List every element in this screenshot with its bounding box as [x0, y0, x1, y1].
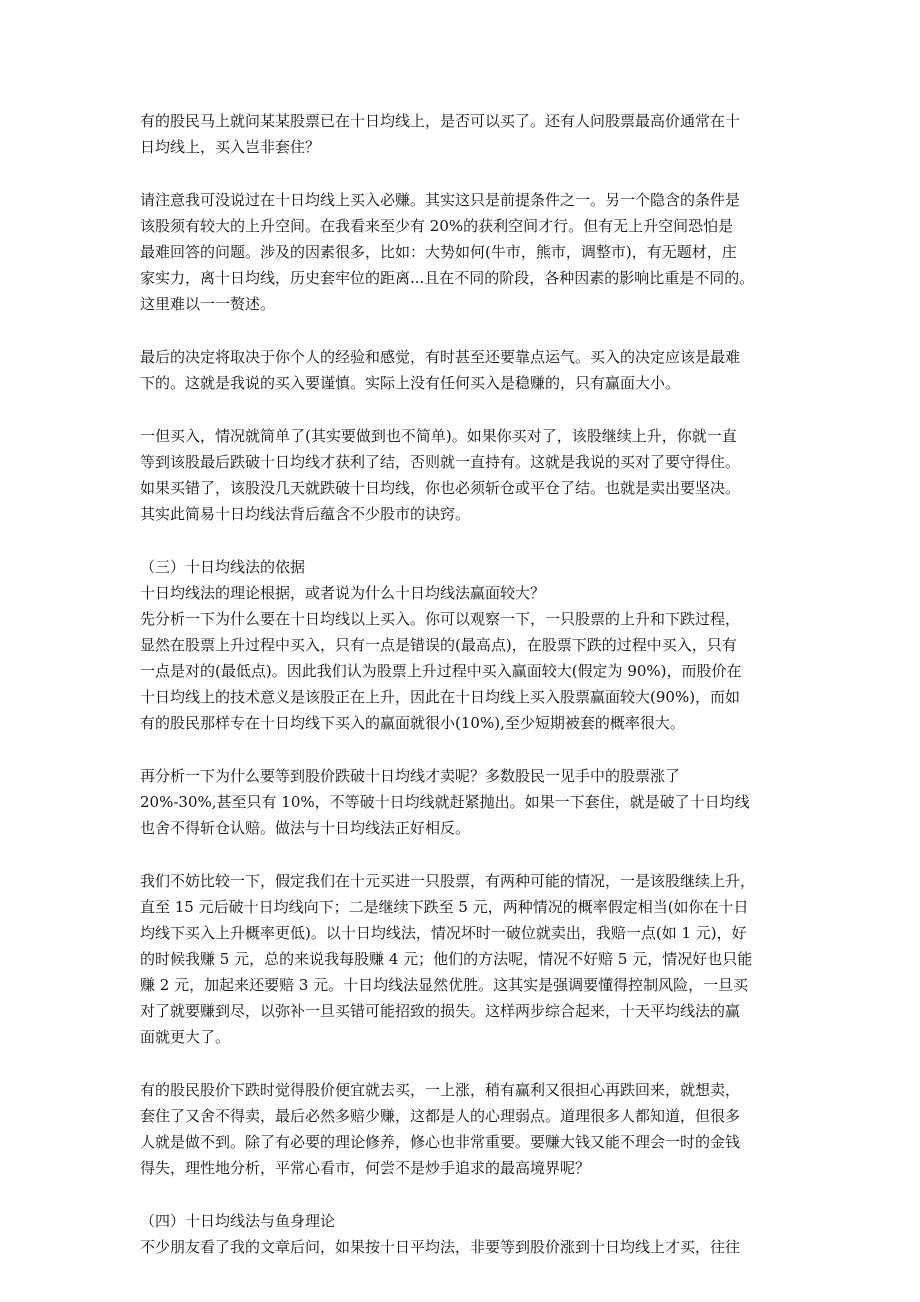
section-heading: （三）十日均线法的依据 — [140, 558, 306, 576]
paragraph-line: 有的股民股价下跌时觉得股价便宜就去买，一上涨，稍有赢利又很担心再跌回来，就想卖， — [140, 1081, 741, 1099]
paragraph-line: 该股须有较大的上升空间。在我看来至少有 20%的获利空间才行。但有无上升空间恐怕是 — [140, 217, 734, 235]
paragraph-4 — [140, 423, 780, 527]
paragraph-line: 如果买错了，该股没几天就跌破十日均线，你也必须斩仓或平仓了结。也就是卖出要坚决。 — [140, 479, 741, 497]
paragraph-line: 20%-30%,甚至只有 10%，不等破十日均线就赶紧抛出。如果一下套住，就是破了十日均线 — [140, 793, 750, 811]
paragraph-line: 有的股民那样专在十日均线下买入的赢面就很小(10%),至少短期被套的概率很大。 — [140, 714, 685, 732]
paragraph-line: 十日均线上的技术意义是该股正在上升，因此在十日均线上买入股票赢面较大(90%)，而如 — [140, 688, 741, 706]
paragraph-line: 直至 15 元后破十日均线向下；二是继续下跌至 5 元，两种情况的概率假定相当(如你在十日 — [140, 898, 749, 916]
paragraph-line: 赚 2 元，加起来还要赔 3 元。十日均线法显然优胜。这其实是强调要懂得控制风险，一旦买 — [140, 976, 749, 994]
paragraph-line: 不少朋友看了我的文章后问，如果按十日平均法，非要等到股价涨到十日均线上才买，往往 — [140, 1238, 741, 1256]
paragraph-line: 最难回答的问题。涉及的因素很多，比如：大势如何(牛市，熊市，调整市)，有无题材，庄 — [140, 243, 737, 261]
paragraph-line: 下的。这就是我说的买入要谨慎。实际上没有任何买入是稳赚的，只有赢面大小。 — [140, 374, 681, 392]
paragraph-line: 其实此简易十日均线法背后蕴含不少股市的诀窍。 — [140, 505, 471, 523]
paragraph-line: 最后的决定将取决于你个人的经验和感觉，有时甚至还要靠点运气。买入的决定应该是最难 — [140, 348, 741, 366]
paragraph-line: 也舍不得斩仓认赔。做法与十日均线法正好相反。 — [140, 819, 471, 837]
paragraph-5 — [140, 763, 780, 841]
paragraph-line: 先分析一下为什么要在十日均线以上买入。你可以观察一下，一只股票的上升和下跌过程， — [140, 610, 741, 628]
paragraph-line: 一点是对的(最低点)。因此我们认为股票上升过程中买入赢面较大(假定为 90%)，而股价在 — [140, 662, 742, 680]
paragraph-line: 的时候我赚 5 元，总的来说我每股赚 4 元；他们的方法呢，情况不好赔 5 元，情况好也只能 — [140, 950, 753, 968]
paragraph-line: 等到该股最后跌破十日均线才获利了结，否则就一直持有。这就是我说的买对了要守得住。 — [140, 453, 741, 471]
paragraph-line: 十日均线法的理论根据，或者说为什么十日均线法赢面较大？ — [140, 584, 546, 602]
section-3 — [140, 554, 780, 736]
paragraph-6 — [140, 868, 780, 1050]
paragraph-line: 对了就要赚到尽，以弥补一旦买错可能招致的损失。这样两步综合起来，十天平均线法的赢 — [140, 1002, 741, 1020]
paragraph-line: 有的股民马上就问某某股票已在十日均线上，是否可以买了。还有人问股票最高价通常在十 — [140, 112, 741, 130]
paragraph-line: 均线下买入上升概率更低)。以十日均线法，情况坏时一破位就卖出，我赔一点(如 1 元)，好 — [140, 924, 747, 942]
paragraph-line: 这里难以一一赘述。 — [140, 295, 276, 313]
paragraph-line: 请注意我可没说过在十日均线上买入必赚。其实这只是前提条件之一。另一个隐含的条件是 — [140, 191, 741, 209]
section-4 — [140, 1208, 780, 1260]
paragraph-line: 一但买入，情况就简单了(其实要做到也不简单)。如果你买对了，该股继续上升，你就一直 — [140, 427, 737, 445]
paragraph-line: 面就更大了。 — [140, 1028, 231, 1046]
paragraph-line: 再分析一下为什么要等到股价跌破十日均线才卖呢？多数股民一见手中的股票涨了 — [140, 767, 681, 785]
paragraph-line: 日均线上，买入岂非套住？ — [140, 138, 321, 156]
paragraph-line: 得失，理性地分析，平常心看市，何尝不是炒手追求的最高境界呢？ — [140, 1159, 591, 1177]
paragraph-1 — [140, 108, 780, 160]
paragraph-line: 套住了又舍不得卖，最后必然多赔少赚，这都是人的心理弱点。道理很多人都知道，但很多 — [140, 1107, 741, 1125]
paragraph-2 — [140, 187, 780, 317]
paragraph-3 — [140, 344, 780, 396]
section-heading: （四）十日均线法与鱼身理论 — [140, 1212, 336, 1230]
paragraph-line: 家实力，离十日均线，历史套牢位的距离...且在不同的阶段，各种因素的影响比重是不同的。 — [140, 269, 755, 287]
paragraph-line: 显然在股票上升过程中买入，只有一点是错误的(最高点)，在股票下跌的过程中买入，只有 — [140, 636, 737, 654]
paragraph-7 — [140, 1077, 780, 1181]
paragraph-line: 我们不妨比较一下，假定我们在十元买进一只股票，有两种可能的情况，一是该股继续上升， — [140, 872, 756, 890]
paragraph-line: 人就是做不到。除了有必要的理论修养，修心也非常重要。要赚大钱又能不理会一时的金钱 — [140, 1133, 741, 1151]
